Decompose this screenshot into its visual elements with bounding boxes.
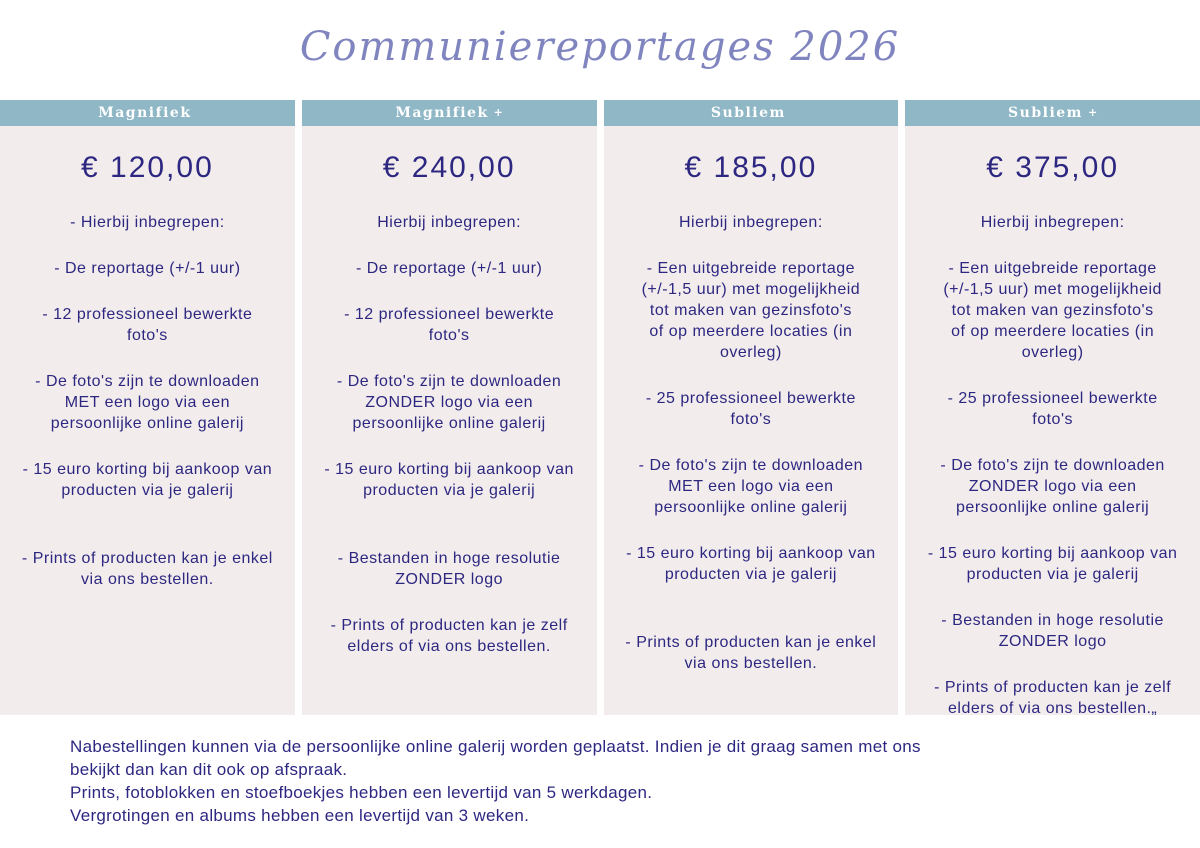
pricing-column-magnifiek [0, 100, 295, 715]
price-magnifiek: € 120,00 [80, 151, 214, 184]
feature-item: - 12 professioneel bewerkte foto's [42, 306, 253, 344]
column-header-label: Magnifiek [395, 105, 489, 121]
pricing-columns [0, 100, 1200, 715]
feature-item: Hierbij inbegrepen: [377, 214, 522, 231]
feature-item: - Prints of producten kan je zelf elders of via ons bestellen.„ [934, 679, 1172, 715]
column-header-magnifiek-plus [302, 100, 597, 126]
column-header-label: Magnifiek [98, 105, 192, 121]
feature-item: - De foto's zijn te downloaden ZONDER logo via een persoonlijke online galerij [940, 457, 1165, 516]
feature-item: - De reportage (+/-1 uur) [355, 260, 543, 277]
feature-item: - 15 euro korting bij aankoop van producten via je galerij [927, 545, 1178, 583]
feature-item: - Een uitgebreide reportage (+/-1,5 uur) met mogelijkheid tot maken van gezinsfoto's of op meerdere locaties (in overleg) [943, 260, 1162, 361]
feature-item: - Hierbij inbegrepen: [70, 214, 225, 231]
column-header-magnifiek [0, 100, 295, 126]
feature-item: - Prints of producten kan je enkel via ons bestellen. [625, 634, 877, 672]
feature-item: - 15 euro korting bij aankoop van producten via je galerij [626, 545, 876, 583]
feature-item: - De foto's zijn te downloaden MET een logo via een persoonlijke online galerij [35, 373, 260, 432]
page-title: Communiereportages 2026 [299, 24, 901, 70]
price-magnifiek-plus: € 240,00 [382, 151, 516, 184]
pricing-column-subliem-plus [905, 100, 1200, 715]
column-header-label: Subliem [710, 105, 786, 121]
column-header-label: Subliem [1008, 105, 1083, 121]
feature-item: - De reportage (+/-1 uur) [54, 260, 241, 277]
feature-item: - Bestanden in hoge resolutie ZONDER logo [337, 550, 561, 588]
feature-item: - 15 euro korting bij aankoop van producten via je galerij [22, 461, 273, 499]
feature-item: - Prints of producten kan je enkel via ons bestellen. [21, 550, 273, 588]
feature-item: - Een uitgebreide reportage (+/-1,5 uur) met mogelijkheid tot maken van gezinsfoto's of op meerdere locaties (in overleg) [641, 260, 861, 361]
feature-item: - De foto's zijn te downloaden ZONDER logo via een persoonlijke online galerij [336, 373, 562, 432]
feature-item: - De foto's zijn te downloaden MET een logo via een persoonlijke online galerij [638, 457, 864, 516]
column-header-plus: + [1087, 106, 1098, 119]
feature-item: - Prints of producten kan je zelf elders of via ons bestellen. [330, 617, 568, 655]
column-header-subliem [604, 100, 899, 126]
footer-note: Nabestellingen kunnen via de persoonlijke online galerij worden geplaatst. Indien je dit graag samen met ons bekijkt dan kan dit ook op afspraak. [70, 737, 921, 779]
column-header-plus: + [493, 106, 503, 119]
column-header-subliem-plus [905, 100, 1200, 126]
feature-item: - 12 professioneel bewerkte foto's [344, 306, 555, 344]
price-subliem-plus: € 375,00 [986, 151, 1120, 184]
feature-item: - 25 professioneel bewerkte foto's [947, 390, 1158, 428]
feature-item: Hierbij inbegrepen: [980, 214, 1125, 231]
pricing-column-magnifiek-plus [302, 100, 597, 715]
feature-item: - 15 euro korting bij aankoop van producten via je galerij [324, 461, 574, 499]
footer-note: Vergrotingen en albums hebben een levertijd van 3 weken. [70, 806, 530, 825]
footer-note: Prints, fotoblokken en stoefboekjes hebben een levertijd van 5 werkdagen. [70, 783, 653, 802]
price-subliem: € 185,00 [684, 151, 818, 184]
feature-item: - Bestanden in hoge resolutie ZONDER logo [941, 612, 1164, 650]
pricing-column-subliem [604, 100, 899, 715]
footer-notes [0, 715, 1200, 827]
feature-item: - 25 professioneel bewerkte foto's [645, 390, 856, 428]
feature-item: Hierbij inbegrepen: [678, 214, 823, 231]
